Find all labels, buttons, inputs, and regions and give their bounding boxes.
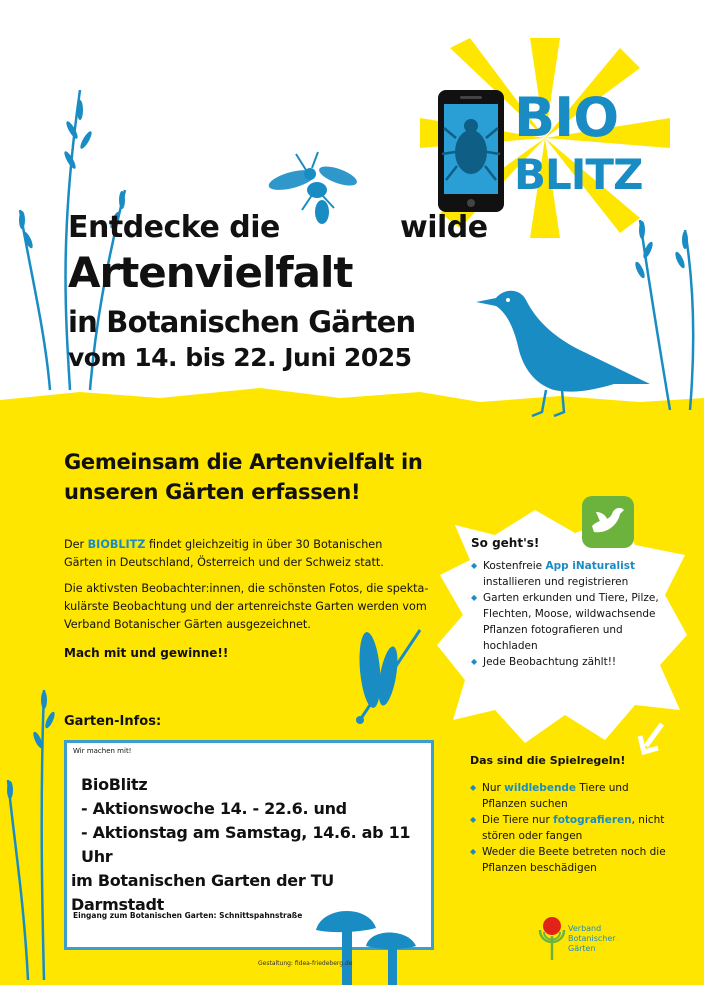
logo-blitz: BLITZ <box>514 150 643 199</box>
list-item <box>470 812 670 844</box>
rule1-b: wildlebende <box>504 782 577 794</box>
arrow-icon <box>636 722 666 758</box>
verband-line2: Botanischer <box>568 934 616 943</box>
mushroom-icon <box>312 900 422 985</box>
dragonfly-icon <box>340 620 430 730</box>
intro-brand: BIOBLITZ <box>87 538 146 551</box>
headline-line1a: Entdecke die <box>68 210 280 245</box>
inaturalist-app-icon <box>582 496 634 548</box>
garten-entry: Eingang zum Botanischen Garten: Schnittspahnstraße <box>73 911 303 920</box>
smartphone-icon <box>436 88 506 214</box>
rule1-a: Nur <box>482 782 505 794</box>
list-item: ◆ Garten erkunden und Tiere, Pilze, Flechten, Moose, wildwachsende Pflanzen fotografieren und hochladen <box>471 590 671 654</box>
headline-line2: Artenvielfalt <box>68 248 353 297</box>
list-item <box>470 780 670 812</box>
rules-list <box>470 780 670 876</box>
so-gehts-title: So geht's! <box>471 536 540 550</box>
headline-line1b: wilde <box>400 210 488 245</box>
headline-line4: vom 14. bis 22. Juni 2025 <box>68 343 412 372</box>
intro-prefix: Der <box>64 538 88 551</box>
so-gehts-list <box>471 558 671 670</box>
logo-bio: BIO <box>514 86 619 149</box>
garten-small: Wir machen mit! <box>73 747 132 755</box>
headline-line3: in Botanischen Gärten <box>68 305 416 339</box>
intro-call-to-action: Mach mit und gewinne!! <box>64 646 229 660</box>
item1-a: Kostenfreie <box>483 560 546 572</box>
intro-paragraph-2: Die aktivsten Beobachter:innen, die schönsten Fotos, die spekta-kulärste Beobachtung und der artenreichste Garten werden vom Verband Botanischer Gärten ausgezeichnet. <box>64 582 429 631</box>
bird-icon <box>474 286 654 421</box>
garten-line4: im Botanischen Garten der TU Darmstadt <box>71 871 334 914</box>
item1-c: installieren und registrieren <box>483 576 629 588</box>
intro-rest: findet gleichzeitig in über 30 Botanischen Gärten in Deutschland, Österreich und der Schweiz statt. <box>64 538 384 569</box>
rule2-c: , nicht stören oder fangen <box>482 814 665 842</box>
item1-app: App iNaturalist <box>545 560 635 572</box>
list-item <box>471 558 671 590</box>
verband-logo-text <box>568 924 616 954</box>
rule2-b: fotografieren <box>553 814 632 826</box>
verband-logo-icon <box>536 912 568 962</box>
subheadline: Gemeinsam die Artenvielfalt in unseren Gärten erfassen! <box>64 450 423 504</box>
garten-lines <box>71 773 431 917</box>
list-item: ◆ Weder die Beete betreten noch die Pflanzen beschädigen <box>470 844 670 876</box>
rule2-a: Die Tiere nur <box>482 814 554 826</box>
verband-line3: Gärten <box>568 944 596 953</box>
verband-line1: Verband <box>568 924 602 933</box>
garten-line3: - Aktionstag am Samstag, 14.6. ab 11 Uhr <box>81 823 411 866</box>
rules-title: Das sind die Spielregeln! <box>470 754 626 767</box>
dove-icon <box>582 496 634 548</box>
design-credit: Gestaltung: fidea-friedeberg.de <box>258 960 353 967</box>
rule1-c: Tiere und Pflanzen suchen <box>482 782 629 810</box>
garten-line1: BioBlitz <box>81 775 148 794</box>
garten-label: Garten-Infos: <box>64 714 162 729</box>
garten-line2: - Aktionswoche 14. - 22.6. und <box>81 799 347 818</box>
list-item: ◆ Jede Beobachtung zählt!! <box>471 654 671 670</box>
intro-paragraph-1 <box>64 536 424 572</box>
